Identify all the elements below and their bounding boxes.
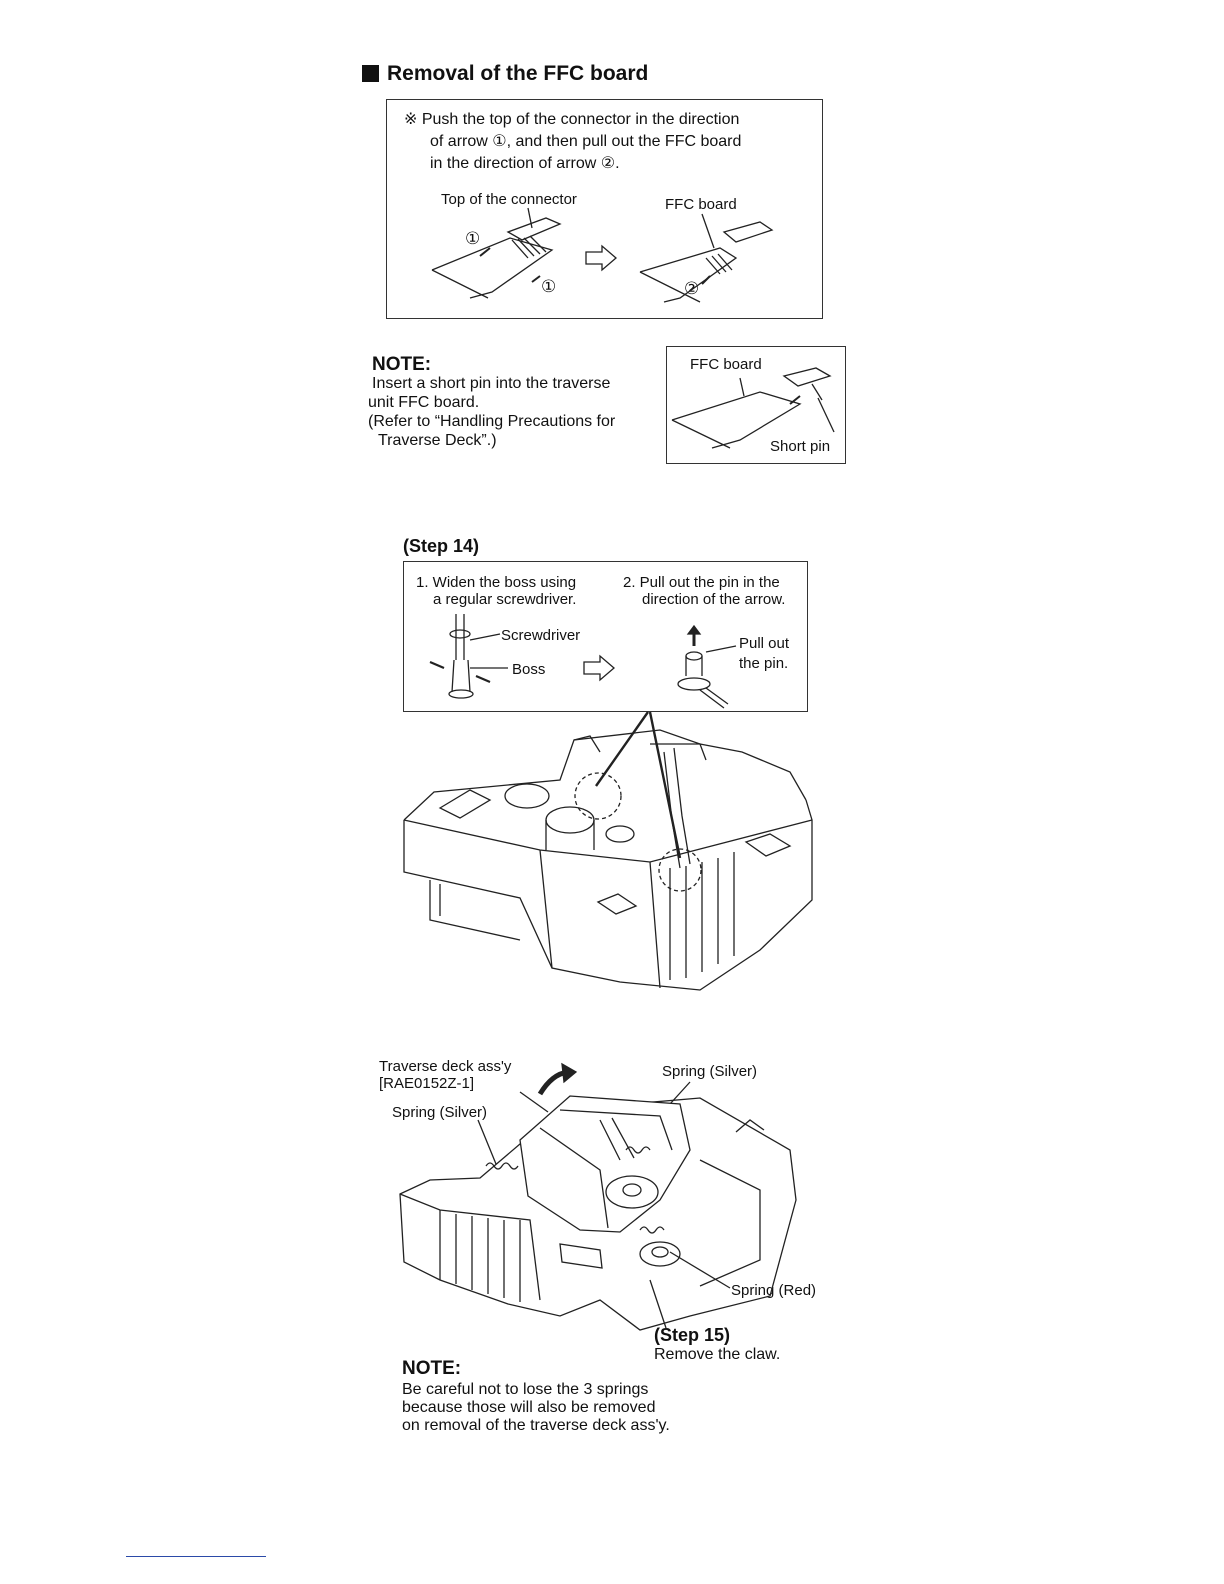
step14-instruction-2a: 2. Pull out the pin in the	[623, 574, 780, 591]
label-spring-red: Spring (Red)	[731, 1282, 817, 1299]
note1-heading: NOTE:	[372, 354, 432, 375]
marker-1-left: ①	[465, 229, 481, 248]
label-traverse-deck-1: Traverse deck ass'y	[379, 1058, 512, 1075]
label-spring-silver-right: Spring (Silver)	[662, 1063, 758, 1080]
ffc-instruction-line-1: ※ Push the top of the connector in the direction	[404, 111, 740, 128]
label-spring-silver-left: Spring (Silver)	[392, 1104, 488, 1121]
note2-line-2: because those will also be removed	[402, 1399, 656, 1416]
label-short-pin: Short pin	[770, 438, 831, 455]
label-screwdriver: Screwdriver	[501, 627, 581, 644]
section-title-text: Removal of the FFC board	[387, 62, 649, 85]
note2-line-1: Be careful not to lose the 3 springs	[402, 1381, 649, 1398]
note2-heading: NOTE:	[402, 1358, 462, 1379]
note1-line-1: Insert a short pin into the traverse	[372, 375, 611, 392]
ffc-instruction-line-2: of arrow ①, and then pull out the FFC board	[430, 133, 742, 150]
label-ffc-board: FFC board	[665, 196, 737, 213]
marker-1-bottom: ①	[541, 277, 557, 296]
note1-line-2: unit FFC board.	[368, 394, 480, 411]
label-pull-out-2: the pin.	[739, 655, 789, 672]
label-boss: Boss	[512, 661, 546, 678]
step14-heading: (Step 14)	[403, 536, 480, 556]
step14-instruction-1a: 1. Widen the boss using	[416, 574, 577, 591]
label-pull-out-1: Pull out	[739, 635, 790, 652]
step14-instruction-1b: a regular screwdriver.	[433, 591, 577, 608]
step15-text: Remove the claw.	[654, 1346, 781, 1363]
label-traverse-deck-2: [RAE0152Z-1]	[379, 1075, 475, 1092]
step15-heading: (Step 15)	[654, 1325, 731, 1345]
footer-link-underline[interactable]	[126, 1556, 266, 1557]
note1-line-4: Traverse Deck”.)	[378, 432, 497, 449]
ffc-instruction-line-3: in the direction of arrow ②.	[430, 155, 620, 172]
label-ffc-board-note: FFC board	[690, 356, 762, 373]
marker-2: ②	[684, 279, 700, 298]
note1-line-3: (Refer to “Handling Precautions for	[368, 413, 616, 430]
note2-line-3: on removal of the traverse deck ass'y.	[402, 1417, 670, 1434]
step14-instruction-2b: direction of the arrow.	[642, 591, 786, 608]
label-top-of-connector: Top of the connector	[441, 191, 577, 208]
